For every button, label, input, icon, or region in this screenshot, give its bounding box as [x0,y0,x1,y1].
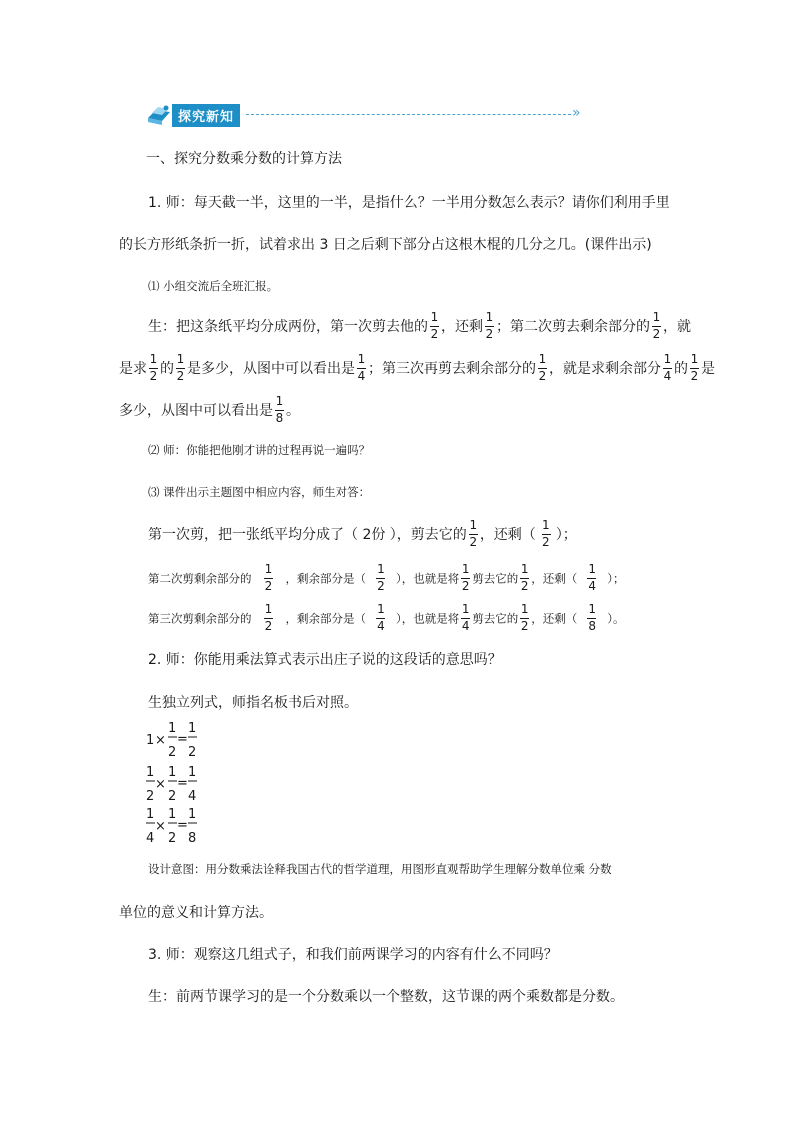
section-title: 一、探究分数乘分数的计算方法 [146,151,342,167]
book-stack-icon [146,104,172,126]
student-answer-line-2 [119,354,715,384]
answer-fraction-half: $\frac{1}{2}$ [377,562,385,593]
eq-denominator: 4 [146,831,155,846]
item-2: ⑵ 师：你能把他刚才讲的过程再说一遍吗？ [148,443,371,457]
eq-numerator: 1 [146,765,155,780]
fraction-half: $\frac{1}{2}$ [538,352,547,383]
text-segment: ，就 [663,319,691,335]
text-segment: 是 [701,361,715,377]
section-header-label: 探究新知 [172,104,240,127]
text-segment: ），也就是将 [396,611,460,626]
text-segment: ，剩余部分是（ [285,571,366,586]
text-segment: ，还剩（ [531,571,578,586]
text-segment: ；第二次剪去剩余部分的 [496,319,650,335]
text-segment: 的 [160,361,174,377]
question-3-student: 生：前两节课学习的是一个分数乘以一个整数，这节课的两个乘数都是分数。 [148,989,624,1005]
text-segment: ，还剩（ [479,527,536,543]
text-segment: ），也就是将 [396,571,460,586]
fraction-half: $\frac{1}{2}$ [485,310,494,341]
eq-numerator: 1 [188,765,197,780]
item-1: ⑴ 小组交流后全班汇报。 [148,279,279,293]
text-segment: ，还剩（ [531,611,578,626]
text-segment: ）。 [607,611,625,626]
eq-numerator: 1 [168,765,177,780]
eq-denominator: 4 [188,789,197,804]
cut-1-line [148,520,577,550]
eq-numerator: 1 [168,721,177,736]
student-answer-line-1 [148,312,691,342]
text-segment: 的 [674,361,688,377]
fraction-half: $\frac{1}{2}$ [520,602,529,633]
eq-denominator: 8 [188,831,197,846]
eq-denominator: 2 [146,789,155,804]
fraction-half: $\frac{1}{2}$ [520,562,529,593]
paragraph-1-line-1: 1. 师：每天截一半，这里的一半，是指什么？一半用分数怎么表示？请你们利用手里 [148,195,670,211]
text-segment: 是多少，从图中可以看出是 [187,361,355,377]
text-segment: 剪去它的 [472,611,519,626]
question-2-student: 生独立列式，师指名板书后对照。 [148,695,358,711]
paragraph-1-line-2: 的长方形纸条折一折，试着求出 3 日之后剩下部分占这根木棍的几分之几。(课件出示) [119,237,652,253]
text-segment: ，还剩 [441,319,483,335]
text-segment: 生：把这条纸平均分成两份，第一次剪去他的 [148,319,428,335]
eq-equals: = [177,776,188,791]
text-segment: ）； [555,527,577,543]
double-chevron-icon: » [572,105,581,121]
text-segment: 剪去它的 [472,571,519,586]
text-segment: ）； [607,571,625,586]
fraction-eighth: $\frac{1}{8}$ [275,394,284,425]
eq-denominator: 2 [168,831,177,846]
cut-3-line [148,604,625,634]
design-intent-line-2: 单位的意义和计算方法。 [119,905,273,921]
text-segment: ，就是求剩余部分 [549,361,661,377]
equation-fraction-bars [140,715,210,845]
eq-numerator: 1 [168,807,177,822]
eq-denominator: 2 [168,789,177,804]
eq-operator: × [155,733,166,748]
text-segment: 是求 [119,361,147,377]
eq-denominator: 2 [188,745,197,760]
fraction-half: $\frac{1}{2}$ [690,352,699,383]
eq-term: 1 [146,733,155,748]
fraction-half: $\frac{1}{2}$ [469,518,478,549]
fraction-half: $\frac{1}{2}$ [652,310,661,341]
fraction-quarter: $\frac{1}{4}$ [357,352,366,383]
cut-2-line [148,564,625,594]
answer-fraction-quarter: $\frac{1}{4}$ [588,562,597,593]
eq-operator: × [155,777,166,792]
text-segment: ，剩余部分是（ [285,611,366,626]
header-dashed-divider [246,114,571,115]
answer-fraction-quarter: $\frac{1}{4}$ [377,602,385,633]
eq-numerator: 1 [146,807,155,822]
section-header-badge [146,104,240,126]
eq-equals: = [177,818,188,833]
eq-numerator: 1 [188,721,197,736]
question-2: 2. 师：你能用乘法算式表示出庄子说的这段话的意思吗？ [148,652,502,668]
eq-numerator: 1 [188,807,197,822]
student-answer-line-3 [119,396,300,426]
eq-operator: × [155,819,166,834]
eq-equals: = [177,732,188,747]
item-3: ⑶ 课件出示主题图中相应内容，师生对答： [148,485,371,499]
fraction-half: $\frac{1}{2}$ [430,310,439,341]
text-segment: 第一次剪，把一张纸平均分成了（ 2份 ），剪去它的 [148,527,467,543]
text-segment: 。 [286,403,300,419]
fraction-half: $\frac{1}{2}$ [149,352,158,383]
eq-denominator: 2 [168,745,177,760]
design-intent-line-1: 设计意图：用分数乘法诠释我国古代的哲学道理，用图形直观帮助学生理解分数单位乘 分数 [148,862,612,876]
fraction-half: $\frac{1}{2}$ [461,562,470,593]
text-segment: 多少，从图中可以看出是 [119,403,273,419]
answer-fraction-half: $\frac{1}{2}$ [541,518,550,549]
text-segment: ；第三次再剪去剩余部分的 [368,361,536,377]
text-segment: 第二次剪剩余部分的 [148,571,252,586]
answer-fraction-eighth: $\frac{1}{8}$ [588,602,597,633]
fraction-half: $\frac{1}{2}$ [264,602,273,633]
question-3: 3. 师：观察这几组式子，和我们前两课学习的内容有什么不同吗？ [148,947,558,963]
text-segment: 第三次剪剩余部分的 [148,611,252,626]
fraction-half: $\frac{1}{2}$ [176,352,185,383]
fraction-quarter: $\frac{1}{4}$ [663,352,672,383]
fraction-half: $\frac{1}{2}$ [264,562,273,593]
fraction-quarter: $\frac{1}{4}$ [461,602,470,633]
